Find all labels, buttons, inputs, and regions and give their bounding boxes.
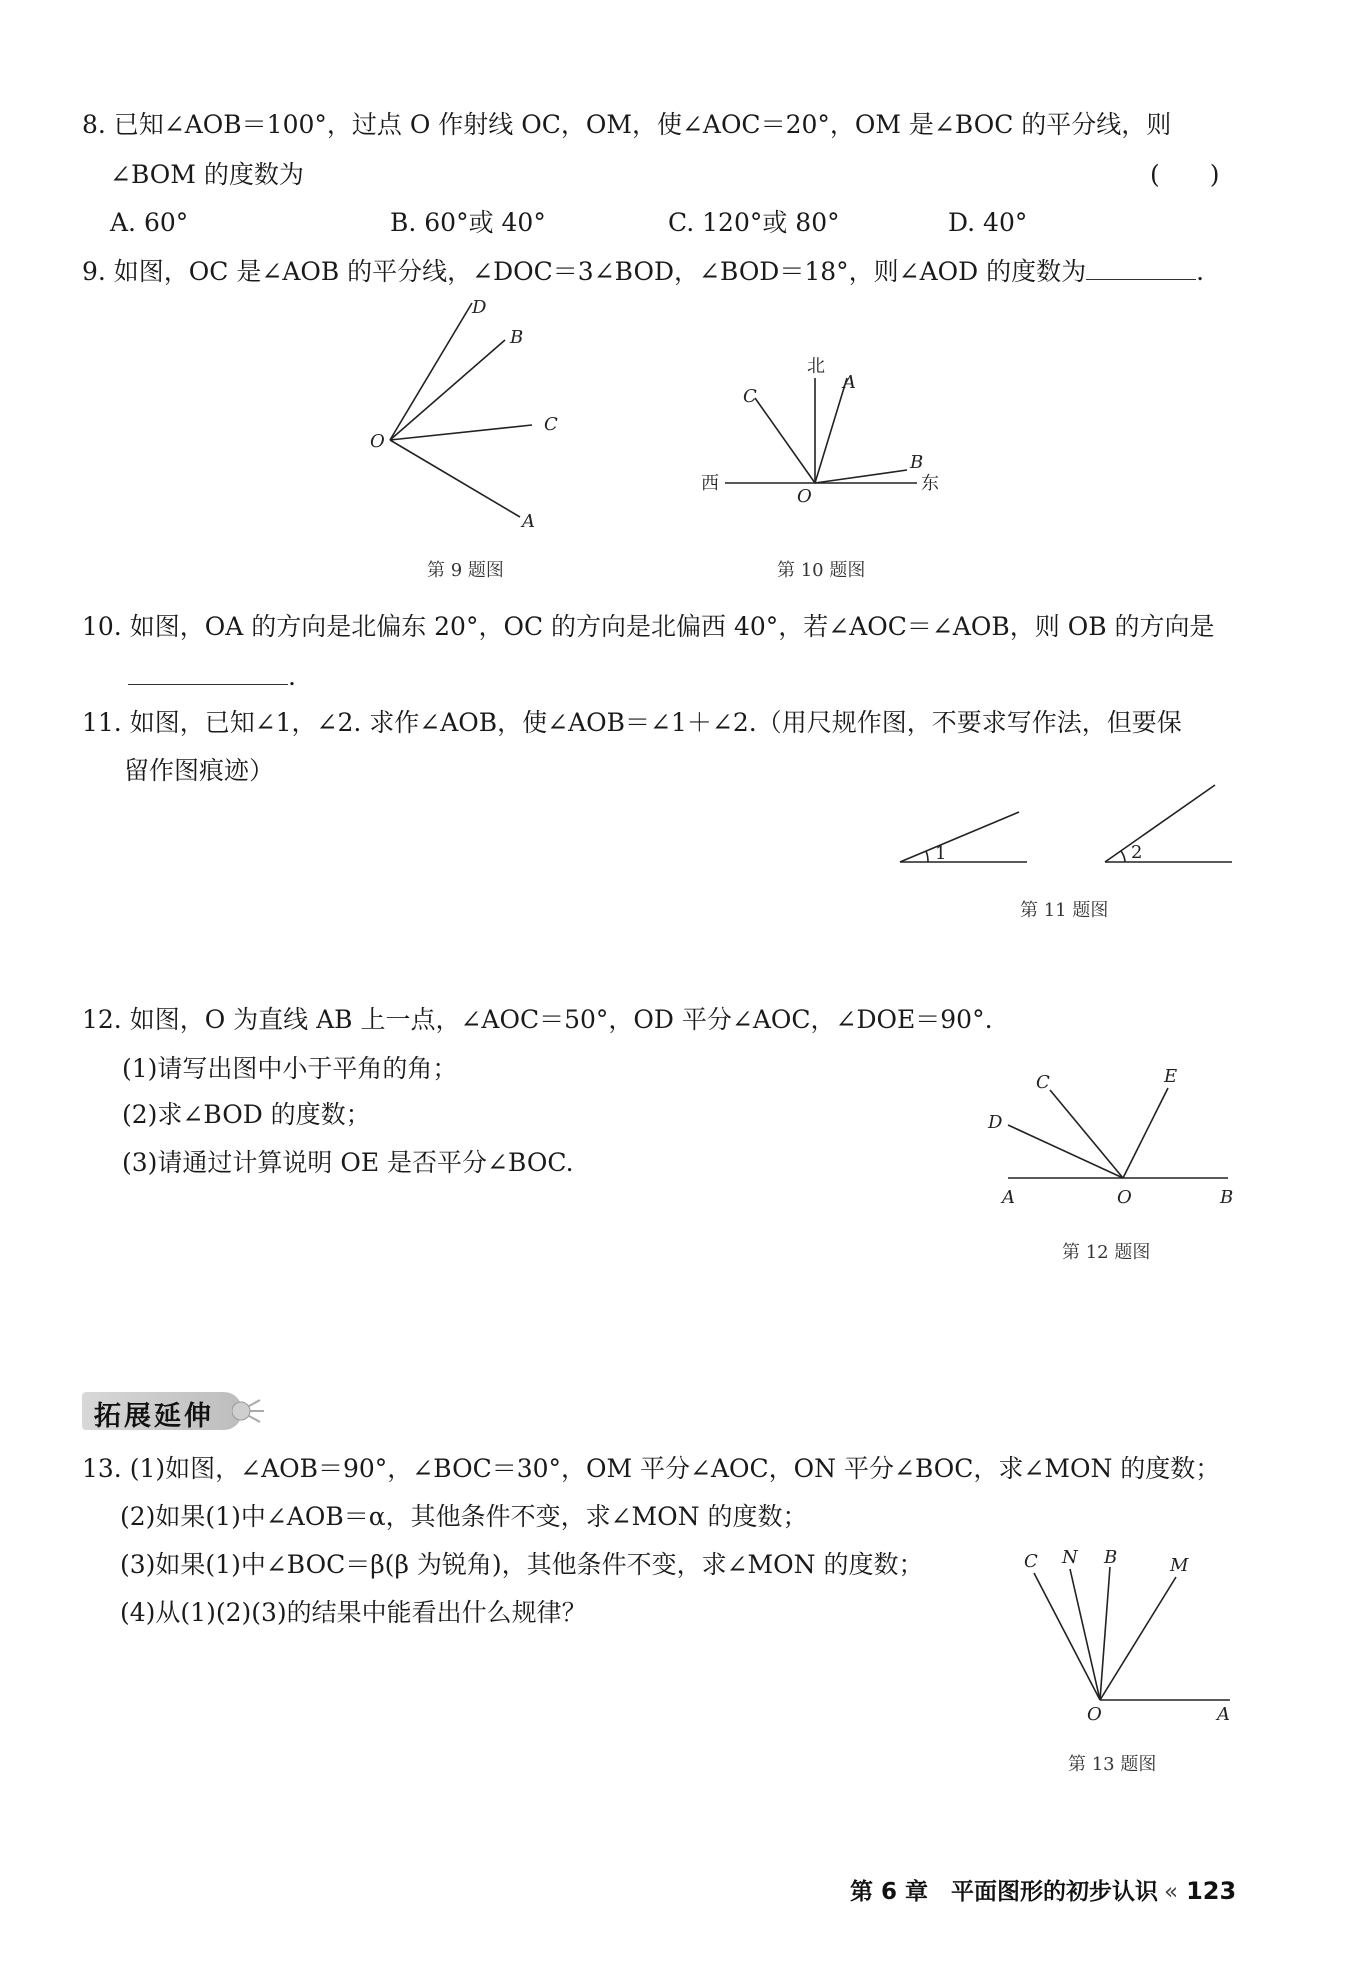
page-number: 123 <box>1186 1877 1237 1905</box>
fig10-ray-oc <box>755 398 815 483</box>
q9-answer-blank <box>1086 255 1196 280</box>
q8-option-b: B. 60°或 40° <box>390 208 546 237</box>
fig9-ray-oc <box>390 425 532 440</box>
q10-line1: 10. 如图，OA 的方向是北偏东 20°，OC 的方向是北偏西 40°，若∠AOC＝∠AOB，则 OB 的方向是 <box>82 612 1215 641</box>
fig12-caption: 第 12 题图 <box>1062 1242 1151 1263</box>
q8-option-d: D. 40° <box>948 208 1028 237</box>
fig13-caption: 第 13 题图 <box>1068 1754 1157 1775</box>
q8-option-a: A. 60° <box>110 208 189 237</box>
sun-icon <box>232 1394 268 1428</box>
chevron-left-icon: « <box>1164 1879 1179 1905</box>
figure-12 <box>980 1060 1250 1210</box>
fig13-ray-oc <box>1034 1573 1100 1700</box>
fig13-ray-om <box>1100 1577 1176 1700</box>
fig9-label-o: O <box>370 431 385 452</box>
figure-13 <box>1010 1545 1250 1735</box>
fig13-label-b: B <box>1104 1547 1118 1568</box>
q10-answer-blank <box>128 660 288 685</box>
fig10-label-o: O <box>797 486 812 507</box>
q10-end: . <box>288 662 296 691</box>
fig9-ray-oa <box>390 440 520 517</box>
fig13-label-m: M <box>1170 1555 1189 1576</box>
q12-sub2: (2)求∠BOD 的度数； <box>122 1100 371 1129</box>
fig11-angle2-side <box>1105 785 1215 862</box>
fig10-label-b: B <box>910 452 924 473</box>
fig9-label-c: C <box>544 414 558 435</box>
q9-text <box>82 255 1204 289</box>
q11-line2: 留作图痕迹） <box>124 756 275 785</box>
fig10-label-a: A <box>843 372 856 393</box>
fig13-label-c: C <box>1024 1551 1038 1572</box>
fig13-ray-ob <box>1100 1567 1110 1700</box>
fig13-label-o: O <box>1087 1704 1102 1725</box>
q8-option-c: C. 120°或 80° <box>668 208 840 237</box>
fig9-ray-od <box>390 303 472 440</box>
fig13-label-a: A <box>1217 1704 1230 1725</box>
fig11-angle1-arc <box>926 851 928 862</box>
fig11-caption: 第 11 题图 <box>1020 900 1109 921</box>
q13-sub3: (3)如果(1)中∠BOC＝β(β 为锐角)，其他条件不变，求∠MON 的度数； <box>120 1550 924 1579</box>
q12-line1: 12. 如图，O 为直线 AB 上一点，∠AOC＝50°，OD 平分∠AOC，∠DOE＝90°. <box>82 1005 993 1034</box>
fig12-label-d: D <box>988 1112 1003 1133</box>
page-footer <box>850 1873 1236 1906</box>
q8-line1: 8. 已知∠AOB＝100°，过点 O 作射线 OC，OM，使∠AOC＝20°，OM 是∠BOC 的平分线，则 <box>82 110 1172 139</box>
fig9-label-b: B <box>510 327 524 348</box>
fig12-ray-oe <box>1123 1088 1168 1178</box>
fig10-label-c: C <box>743 386 757 407</box>
fig11-label-1: 1 <box>935 843 947 864</box>
q13-sub4: (4)从(1)(2)(3)的结果中能看出什么规律？ <box>120 1598 587 1627</box>
fig12-label-e: E <box>1164 1066 1178 1087</box>
fig12-label-b: B <box>1220 1187 1234 1208</box>
fig11-angle2-arc <box>1121 851 1125 862</box>
figure-9 <box>360 295 580 535</box>
fig13-ray-on <box>1070 1569 1100 1700</box>
fig12-ray-od <box>1008 1125 1123 1178</box>
chapter-title: 第 6 章 平面图形的初步认识 <box>850 1879 1159 1905</box>
q10-line2 <box>128 660 296 694</box>
fig12-ray-oc <box>1050 1090 1123 1178</box>
section-extension-tag <box>82 1388 272 1432</box>
fig10-label-north: 北 <box>807 356 825 377</box>
fig11-label-2: 2 <box>1131 842 1143 863</box>
fig13-label-n: N <box>1062 1547 1078 1568</box>
fig10-caption: 第 10 题图 <box>777 560 866 581</box>
fig10-label-east: 东 <box>921 473 939 494</box>
q11-line1: 11. 如图，已知∠1，∠2. 求作∠AOB，使∠AOB＝∠1＋∠2.（用尺规作图，不要求写作法，但要保 <box>82 708 1182 737</box>
fig9-caption: 第 9 题图 <box>427 560 504 581</box>
fig9-label-d: D <box>472 297 487 318</box>
q9-question: 9. 如图，OC 是∠AOB 的平分线，∠DOC＝3∠BOD，∠BOD＝18°，则∠AOD 的度数为 <box>82 257 1087 286</box>
fig10-ray-oa <box>815 378 847 483</box>
section-title: 拓展延伸 <box>94 1401 214 1432</box>
q9-end: . <box>1196 257 1205 286</box>
fig9-label-a: A <box>522 511 535 532</box>
q13-sub2: (2)如果(1)中∠AOB＝α，其他条件不变，求∠MON 的度数； <box>120 1502 808 1531</box>
q12-sub1: (1)请写出图中小于平角的角； <box>122 1054 458 1083</box>
fig12-label-c: C <box>1036 1072 1050 1093</box>
q8-answer-paren: ( ) <box>1150 160 1220 189</box>
fig12-label-a: A <box>1002 1187 1015 1208</box>
fig9-ray-ob <box>390 340 505 440</box>
figure-11 <box>895 770 1245 870</box>
q12-sub3: (3)请通过计算说明 OE 是否平分∠BOC. <box>122 1148 574 1177</box>
fig10-label-west: 西 <box>701 473 719 494</box>
figure-10 <box>695 350 955 510</box>
q13-line1: 13. (1)如图，∠AOB＝90°，∠BOC＝30°，OM 平分∠AOC，ON 平分∠BOC，求∠MON 的度数； <box>82 1454 1221 1483</box>
q8-line2: ∠BOM 的度数为 <box>110 160 304 189</box>
fig12-label-o: O <box>1117 1187 1132 1208</box>
fig10-ray-ob <box>815 470 907 483</box>
fig11-angle1-side <box>900 812 1019 862</box>
